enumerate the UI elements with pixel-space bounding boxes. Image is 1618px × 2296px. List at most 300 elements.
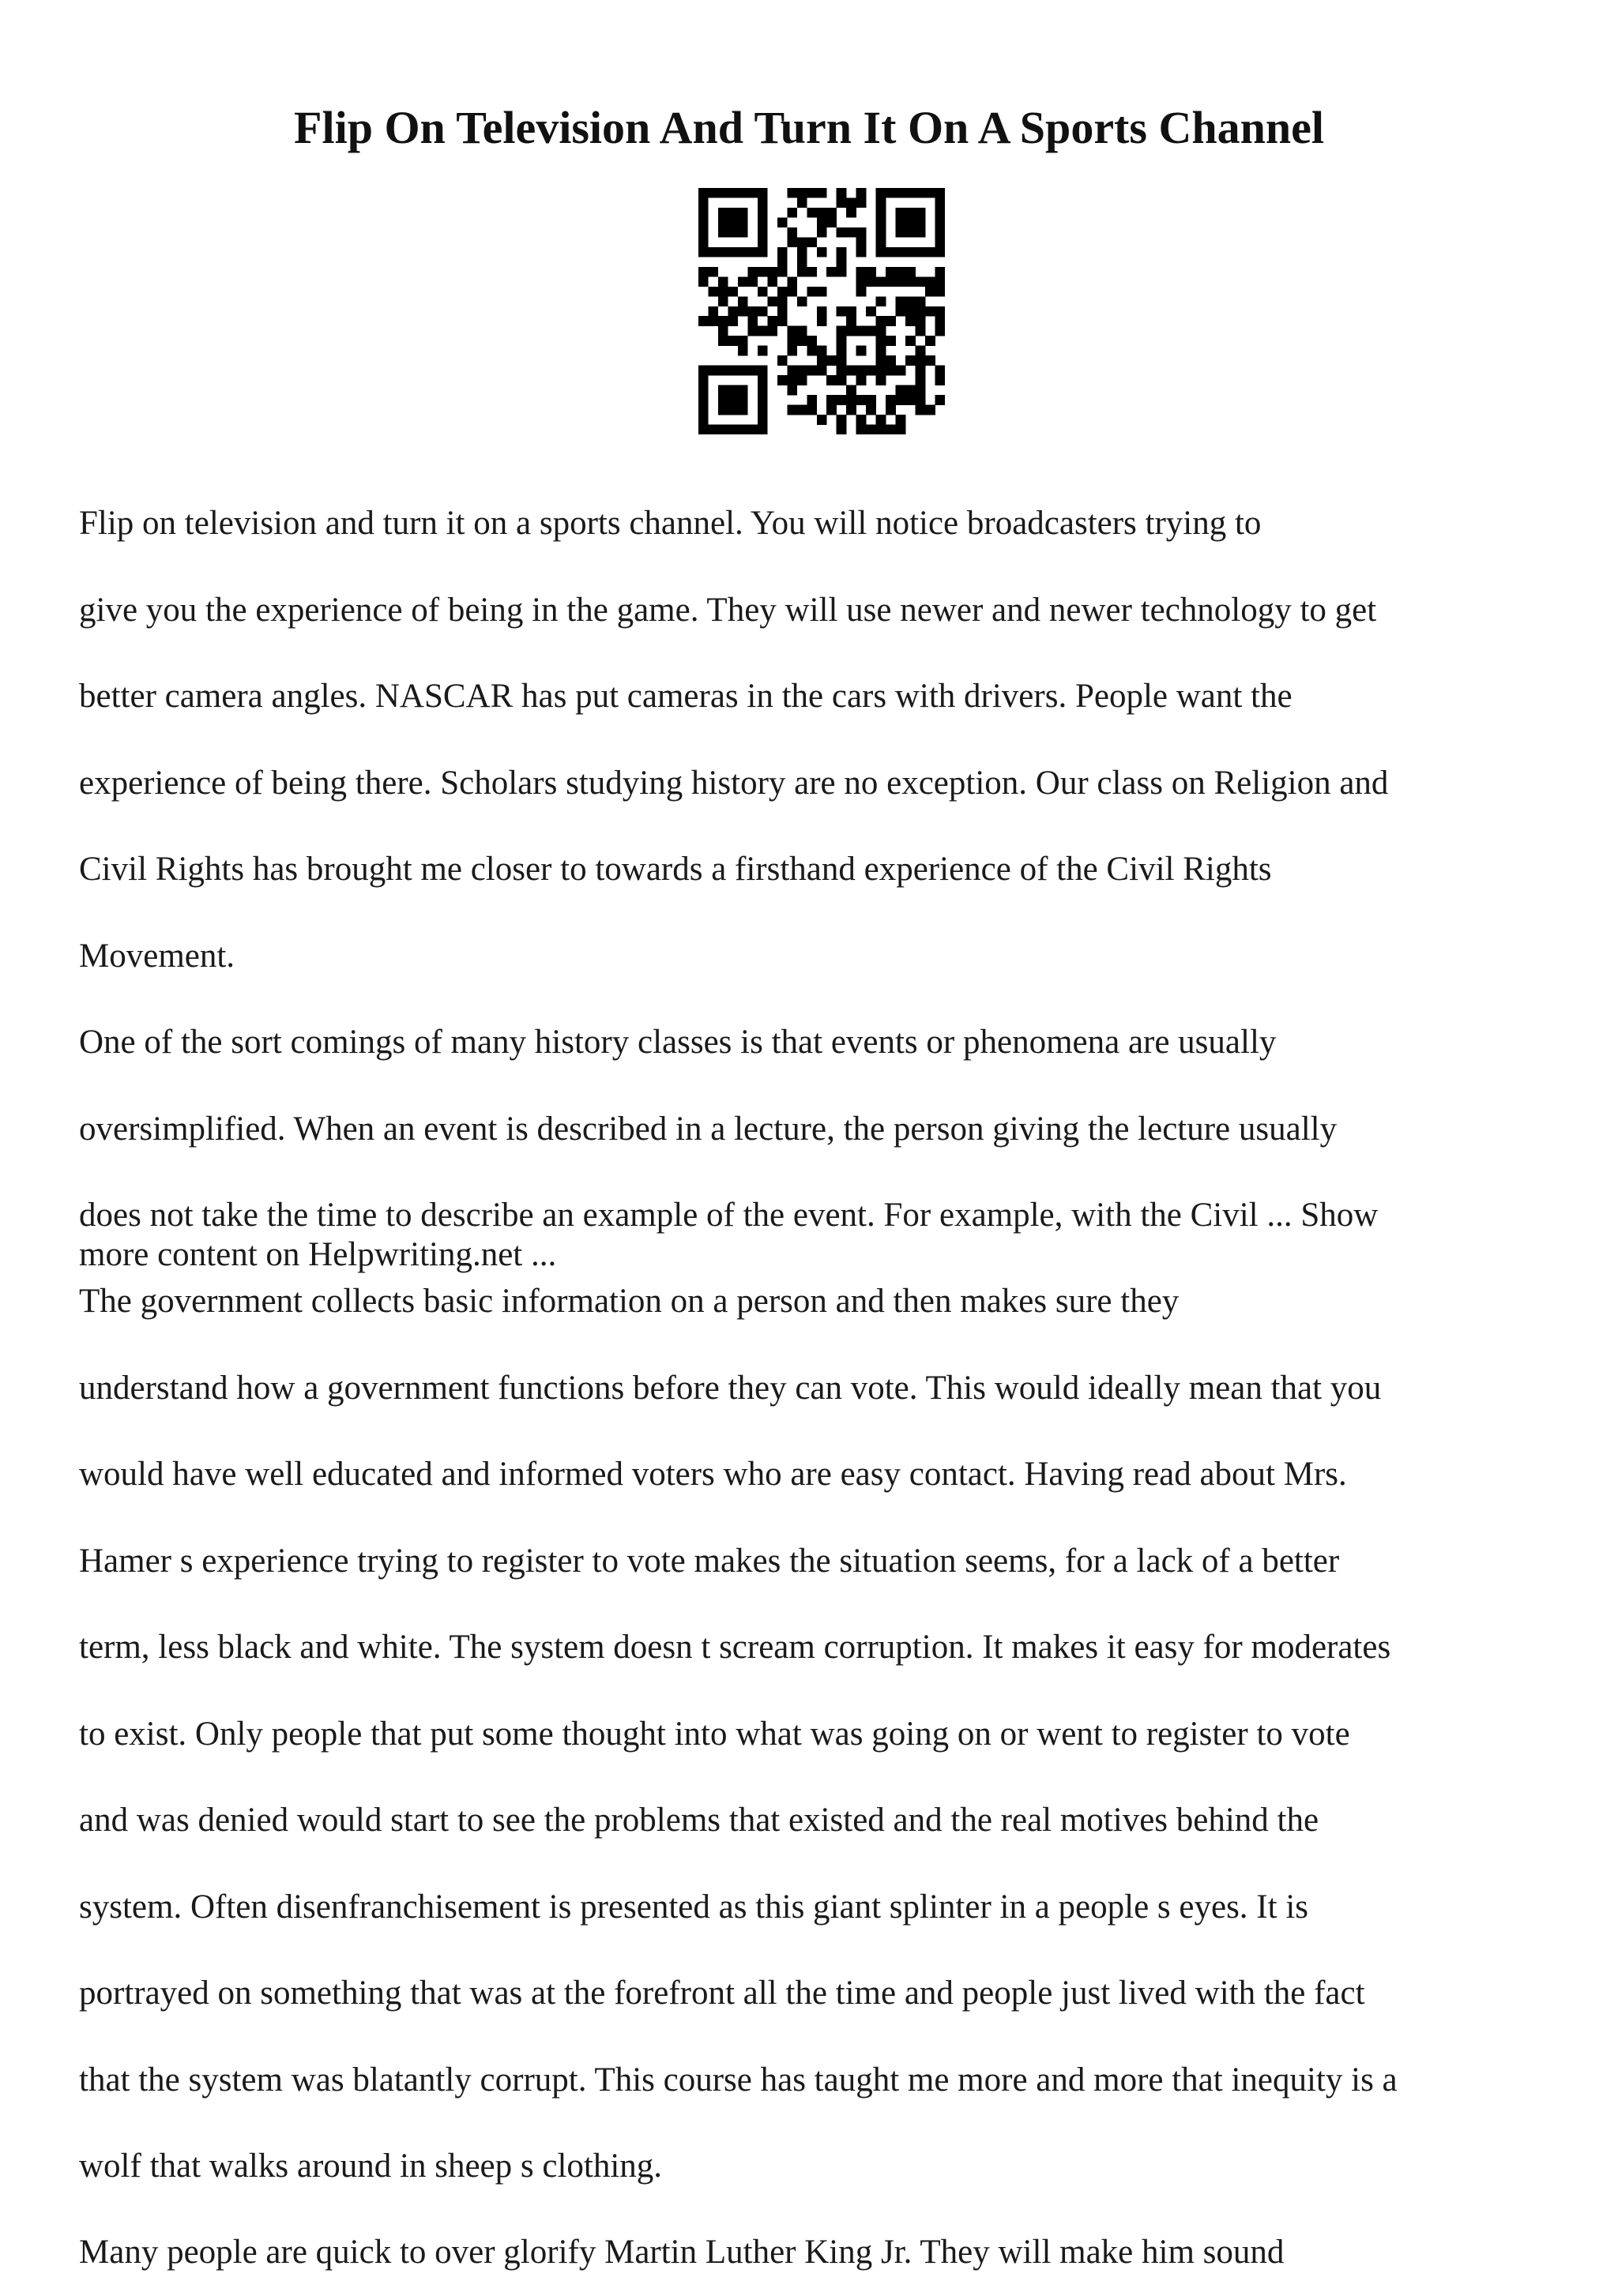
qr-module	[817, 415, 827, 425]
qr-module	[837, 415, 847, 425]
qr-module	[758, 208, 768, 218]
qr-module	[728, 227, 738, 238]
qr-module	[738, 217, 748, 227]
qr-module	[708, 366, 718, 376]
qr-module	[797, 188, 807, 198]
qr-module	[856, 247, 867, 257]
qr-module	[758, 385, 768, 396]
qr-module	[876, 227, 886, 238]
qr-module	[905, 267, 916, 277]
qr-module	[866, 425, 876, 434]
qr-module	[896, 276, 906, 287]
qr-module	[747, 425, 758, 434]
qr-module	[728, 247, 738, 257]
qr-module	[916, 405, 926, 415]
qr-module	[797, 366, 807, 376]
text-line: system. Often disenfranchisement is presented as this giant splinter in a people s eyes. It is	[79, 1888, 1308, 1926]
qr-module	[797, 267, 807, 277]
qr-module	[787, 326, 797, 336]
qr-module	[876, 237, 886, 247]
qr-module	[708, 306, 718, 317]
text-line: Movement.	[79, 937, 235, 975]
qr-module	[886, 316, 896, 326]
qr-module	[738, 405, 748, 415]
qr-module	[698, 208, 709, 218]
qr-module	[876, 336, 886, 346]
qr-module	[826, 405, 837, 415]
text-line: does not take the time to describe an example of the event. For example, with the Civil ... Show	[79, 1197, 1379, 1234]
qr-module	[797, 247, 807, 257]
qr-module	[876, 276, 886, 287]
qr-module	[718, 425, 728, 434]
qr-module	[758, 366, 768, 376]
qr-module	[738, 395, 748, 405]
qr-module	[767, 326, 777, 336]
qr-module	[758, 247, 768, 257]
qr-module	[738, 425, 748, 434]
qr-module	[777, 306, 788, 317]
qr-module	[876, 247, 886, 257]
qr-module	[876, 355, 886, 366]
qr-module	[916, 385, 926, 396]
qr-module	[837, 375, 847, 385]
qr-module	[916, 208, 926, 218]
qr-module	[935, 326, 945, 336]
qr-module	[916, 366, 926, 376]
qr-module	[916, 276, 926, 287]
qr-module	[728, 405, 738, 415]
qr-module	[837, 366, 847, 376]
qr-module	[886, 355, 896, 366]
qr-module	[787, 188, 797, 198]
qr-module	[846, 405, 856, 415]
qr-module	[708, 287, 718, 297]
qr-module	[698, 375, 709, 385]
qr-module	[856, 188, 867, 198]
qr-module	[807, 395, 817, 405]
qr-module	[846, 366, 856, 376]
qr-module	[708, 247, 718, 257]
qr-module	[698, 385, 709, 396]
qr-module	[718, 326, 728, 336]
qr-module	[935, 276, 945, 287]
qr-module	[935, 375, 945, 385]
qr-module	[787, 346, 797, 356]
qr-module	[758, 415, 768, 425]
qr-module	[886, 247, 896, 257]
text-line: understand how a government functions before they can vote. This would ideally mean that you	[79, 1369, 1382, 1407]
qr-module	[866, 395, 876, 405]
qr-module	[896, 296, 906, 306]
text-line: and was denied would start to see the problems that existed and the real motives behind the	[79, 1802, 1319, 1839]
qr-module	[698, 405, 709, 415]
qr-module	[718, 366, 728, 376]
qr-module	[787, 208, 797, 218]
qr-module	[896, 425, 906, 434]
qr-module	[916, 217, 926, 227]
qr-module	[747, 326, 758, 336]
qr-module	[935, 217, 945, 227]
qr-module	[758, 326, 768, 336]
qr-module	[758, 217, 768, 227]
qr-module	[817, 217, 827, 227]
qr-module	[747, 267, 758, 277]
qr-module	[925, 276, 935, 287]
qr-module	[758, 227, 768, 238]
qr-module	[925, 306, 935, 317]
qr-module	[876, 366, 886, 376]
qr-module	[905, 336, 916, 346]
qr-module	[758, 375, 768, 385]
qr-module	[738, 247, 748, 257]
qr-module	[777, 217, 788, 227]
qr-module	[777, 355, 788, 366]
qr-module	[935, 208, 945, 218]
qr-module	[807, 188, 817, 198]
qr-module	[698, 267, 709, 277]
text-line: Civil Rights has brought me closer to towards a firsthand experience of the Civil Rights	[79, 851, 1272, 888]
qr-module	[787, 375, 797, 385]
qr-module	[846, 385, 856, 396]
qr-module	[856, 395, 867, 405]
qr-module	[817, 306, 827, 317]
qr-module	[767, 276, 777, 287]
qr-module	[698, 425, 709, 434]
qr-module	[837, 197, 847, 208]
text-line: wolf that walks around in sheep s clothing.	[79, 2148, 663, 2185]
qr-module	[826, 375, 837, 385]
qr-module	[698, 237, 709, 247]
qr-module	[886, 336, 896, 346]
qr-module	[935, 267, 945, 277]
qr-module	[876, 425, 886, 434]
qr-module	[925, 336, 935, 346]
qr-module	[886, 276, 896, 287]
qr-module	[837, 247, 847, 257]
qr-module	[846, 395, 856, 405]
qr-module	[905, 227, 916, 238]
qr-module	[856, 267, 867, 277]
qr-module	[777, 267, 788, 277]
qr-module	[728, 425, 738, 434]
qr-module	[817, 355, 827, 366]
paragraph-4	[79, 2209, 1548, 2296]
qr-module	[738, 366, 748, 376]
qr-module	[837, 326, 847, 336]
qr-module	[807, 366, 817, 376]
qr-module	[758, 287, 768, 297]
qr-module	[837, 306, 847, 317]
qr-module	[935, 366, 945, 376]
qr-module	[896, 385, 906, 396]
qr-module	[738, 306, 748, 317]
qr-module	[777, 296, 788, 306]
qr-module	[935, 247, 945, 257]
qr-module	[826, 395, 837, 405]
qr-module	[826, 355, 837, 366]
qr-module	[837, 425, 847, 434]
qr-module	[728, 336, 738, 346]
qr-module	[728, 208, 738, 218]
qr-module	[837, 257, 847, 267]
qr-module	[866, 306, 876, 317]
qr-module	[747, 276, 758, 287]
qr-module	[807, 405, 817, 415]
qr-module	[876, 197, 886, 208]
qr-module	[905, 385, 916, 396]
qr-module	[925, 405, 935, 415]
qr-module	[758, 188, 768, 198]
paragraph-1	[79, 480, 1548, 999]
qr-module	[708, 267, 718, 277]
show-more-link[interactable]: more content on Helpwriting.net ...	[79, 1236, 557, 1273]
qr-module	[728, 366, 738, 376]
qr-module	[856, 287, 867, 297]
qr-module	[935, 306, 945, 317]
qr-module	[866, 405, 876, 415]
qr-module	[787, 405, 797, 415]
qr-module	[718, 336, 728, 346]
qr-module	[905, 188, 916, 198]
qr-module	[758, 267, 768, 277]
qr-module	[807, 237, 817, 247]
qr-module	[817, 316, 827, 326]
qr-module	[777, 247, 788, 257]
qr-module	[896, 208, 906, 218]
text-line: portrayed on something that was at the forefront all the time and people just lived with the fact	[79, 1975, 1365, 2012]
qr-module	[916, 326, 926, 336]
qr-module	[718, 316, 728, 326]
qr-module	[718, 276, 728, 287]
qr-module	[837, 267, 847, 277]
qr-module	[758, 425, 768, 434]
qr-module	[876, 296, 886, 306]
qr-module	[935, 188, 945, 198]
qr-module	[807, 336, 817, 346]
text-line: would have well educated and informed voters who are easy contact. Having read about Mrs.	[79, 1456, 1347, 1493]
qr-module	[826, 217, 837, 227]
qr-module	[826, 208, 837, 218]
qr-module	[738, 346, 748, 356]
qr-module	[787, 366, 797, 376]
qr-module	[807, 208, 817, 218]
qr-module	[718, 385, 728, 396]
qr-code-icon	[698, 188, 945, 434]
qr-module	[747, 247, 758, 257]
qr-module	[718, 247, 728, 257]
qr-module	[916, 375, 926, 385]
qr-module	[886, 405, 896, 415]
qr-module	[797, 336, 807, 346]
qr-module	[846, 208, 856, 218]
qr-module	[777, 375, 788, 385]
qr-module	[935, 316, 945, 326]
qr-module	[837, 188, 847, 198]
qr-module	[916, 306, 926, 317]
qr-module	[787, 227, 797, 238]
qr-module	[886, 366, 896, 376]
qr-module	[856, 346, 867, 356]
qr-module	[935, 287, 945, 297]
qr-module	[837, 227, 847, 238]
qr-module	[876, 346, 886, 356]
qr-module	[718, 395, 728, 405]
qr-module	[807, 287, 817, 297]
qr-module	[718, 405, 728, 415]
qr-module	[728, 395, 738, 405]
qr-module	[817, 208, 827, 218]
qr-module	[905, 395, 916, 405]
qr-module	[718, 227, 728, 238]
qr-module	[866, 267, 876, 277]
qr-module	[767, 296, 777, 306]
qr-module	[747, 188, 758, 198]
qr-module	[856, 326, 867, 336]
qr-module	[817, 247, 827, 257]
qr-module	[916, 247, 926, 257]
qr-module	[935, 227, 945, 238]
qr-module	[856, 237, 867, 247]
qr-module	[916, 395, 926, 405]
qr-module	[698, 366, 709, 376]
text-line: The government collects basic information on a person and then makes sure they	[79, 1283, 1180, 1320]
qr-module	[718, 188, 728, 198]
qr-module	[698, 395, 709, 405]
qr-module	[777, 257, 788, 267]
qr-module	[738, 276, 748, 287]
qr-module	[846, 306, 856, 317]
qr-module	[837, 355, 847, 366]
qr-module	[708, 425, 718, 434]
qr-module	[916, 296, 926, 306]
qr-module	[846, 326, 856, 336]
text-line: One of the sort comings of many history classes is that events or phenomena are usually	[79, 1024, 1277, 1061]
qr-module	[807, 346, 817, 356]
qr-module	[916, 346, 926, 356]
qr-module	[708, 316, 718, 326]
qr-module	[846, 197, 856, 208]
qr-module	[728, 306, 738, 317]
qr-module	[817, 227, 827, 238]
qr-module	[718, 217, 728, 227]
qr-module	[718, 287, 728, 297]
qr-module	[856, 425, 867, 434]
text-line: give you the experience of being in the game. They will use newer and newer technology to get	[79, 591, 1377, 629]
qr-module	[866, 366, 876, 376]
qr-module	[797, 197, 807, 208]
qr-module	[876, 415, 886, 425]
qr-module	[896, 217, 906, 227]
qr-module	[698, 247, 709, 257]
qr-module	[846, 227, 856, 238]
qr-module	[896, 366, 906, 376]
text-line: experience of being there. Scholars studying history are no exception. Our class on Religion and	[79, 764, 1389, 802]
qr-module	[886, 267, 896, 277]
qr-module	[758, 237, 768, 247]
text-line: Many people are quick to over glorify Martin Luther King Jr. They will make him sound	[79, 2234, 1285, 2271]
qr-module	[866, 276, 876, 287]
qr-module	[886, 188, 896, 198]
qr-module	[747, 366, 758, 376]
qr-module	[698, 415, 709, 425]
qr-module	[698, 188, 709, 198]
qr-module	[817, 188, 827, 198]
qr-module	[856, 415, 867, 425]
qr-module	[916, 227, 926, 238]
qr-module	[905, 296, 916, 306]
qr-module	[837, 336, 847, 346]
qr-module	[787, 336, 797, 346]
qr-module	[876, 375, 886, 385]
qr-module	[728, 188, 738, 198]
qr-module	[797, 237, 807, 247]
qr-module	[738, 336, 748, 346]
text-line: to exist. Only people that put some thought into what was going on or went to register to vote	[79, 1715, 1350, 1753]
qr-module	[896, 395, 906, 405]
qr-module	[738, 385, 748, 396]
qr-module	[698, 227, 709, 238]
qr-module	[896, 247, 906, 257]
qr-module	[826, 267, 837, 277]
qr-module	[896, 188, 906, 198]
qr-module	[758, 405, 768, 415]
text-line: Flip on television and turn it on a sports channel. You will notice broadcasters trying to	[79, 505, 1262, 542]
qr-module	[738, 296, 748, 306]
qr-module	[876, 208, 886, 218]
qr-module	[856, 227, 867, 238]
qr-module	[896, 306, 906, 317]
qr-module	[758, 306, 768, 317]
qr-module	[777, 316, 788, 326]
qr-module	[935, 237, 945, 247]
qr-module	[758, 395, 768, 405]
qr-module	[767, 316, 777, 326]
qr-module	[856, 375, 867, 385]
qr-module	[817, 346, 827, 356]
qr-module	[708, 188, 718, 198]
qr-module	[905, 355, 916, 366]
qr-module	[925, 247, 935, 257]
qr-module	[718, 296, 728, 306]
qr-module	[777, 287, 788, 297]
qr-module	[728, 287, 738, 297]
qr-module	[767, 267, 777, 277]
qr-module	[728, 217, 738, 227]
qr-module	[876, 188, 886, 198]
qr-module	[856, 197, 867, 208]
qr-module	[698, 197, 709, 208]
text-line: Hamer s experience trying to register to vote makes the situation seems, for a lack of a better	[79, 1542, 1340, 1580]
qr-module	[925, 287, 935, 297]
qr-module	[905, 217, 916, 227]
qr-module	[925, 188, 935, 198]
qr-module	[935, 197, 945, 208]
qr-module	[817, 287, 827, 297]
qr-module	[747, 306, 758, 317]
qr-module	[747, 316, 758, 326]
qr-module	[916, 188, 926, 198]
text-line: oversimplified. When an event is described in a lecture, the person giving the lecture usually	[79, 1110, 1338, 1148]
qr-module	[787, 276, 797, 287]
qr-module	[797, 375, 807, 385]
qr-module	[896, 415, 906, 425]
qr-module	[787, 287, 797, 297]
qr-module	[728, 316, 738, 326]
qr-module	[876, 326, 886, 336]
qr-module	[916, 316, 926, 326]
qr-module	[856, 276, 867, 287]
qr-module	[738, 227, 748, 238]
